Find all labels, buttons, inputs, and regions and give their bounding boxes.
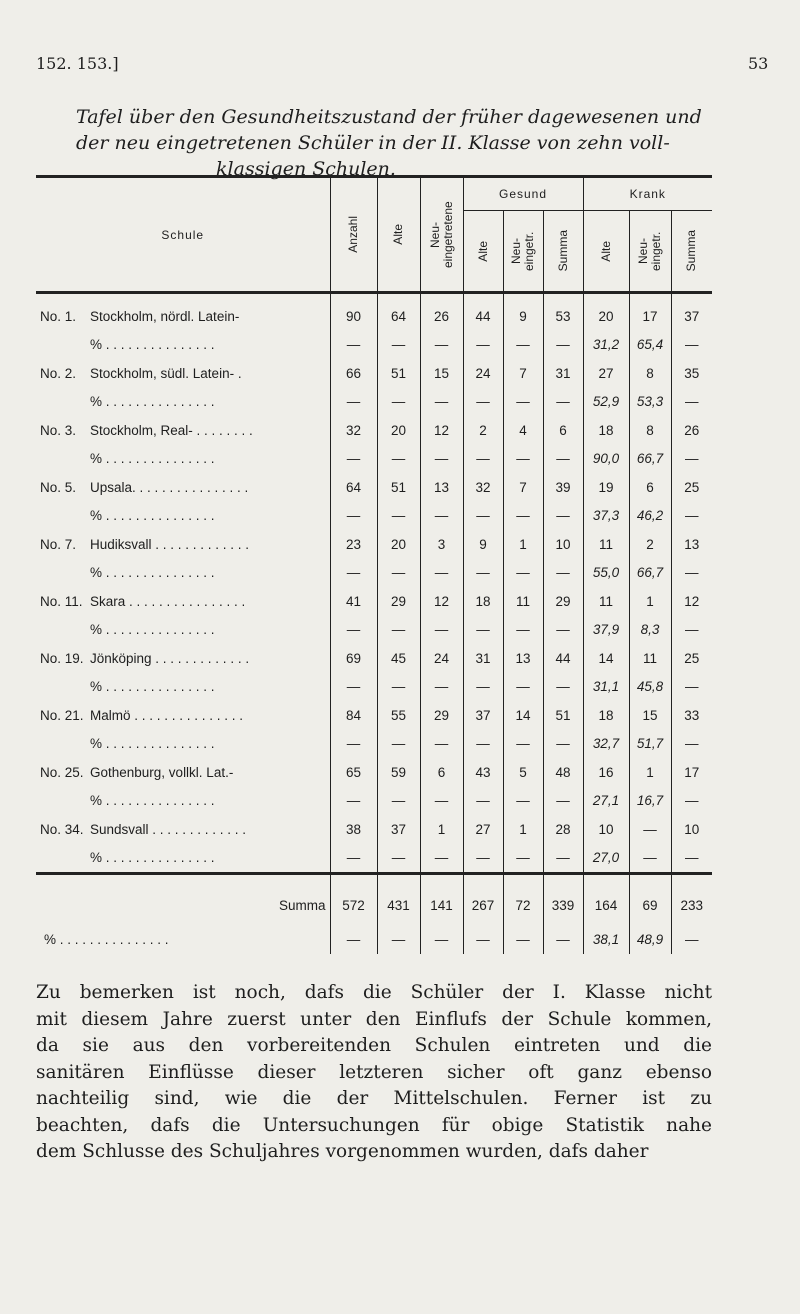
table-row [36,530,712,559]
school-number: No. 25. [40,764,84,780]
text-line: beachten, dafs die Untersuchungen für obige Statistik nahe [36,1114,712,1136]
value-cell: 7 [503,473,543,502]
value-cell: 18 [463,587,503,616]
percent-cell: 27,0 [583,844,629,874]
value-cell: 44 [463,293,503,331]
percent-cell: — [330,445,377,474]
percent-label: % . . . . . . . . . . . . . . . [90,622,215,638]
percent-cell: — [330,616,377,645]
value-cell: 69 [330,644,377,673]
percent-cell: 27,1 [583,787,629,816]
percent-cell: — [671,331,712,360]
summa-percent-cell: 48,9 [629,925,671,954]
percent-cell: — [503,331,543,360]
group-krank-header: Krank [583,177,712,211]
percent-cell: 66,7 [629,559,671,588]
percent-cell: — [671,673,712,702]
value-cell: 18 [583,416,629,445]
percent-cell: — [503,673,543,702]
percent-cell: 65,4 [629,331,671,360]
percent-row [36,844,712,874]
percent-cell: — [543,502,583,531]
value-cell: 17 [629,293,671,331]
value-cell: — [629,815,671,844]
summa-percent-cell: 38,1 [583,925,629,954]
percent-label: % . . . . . . . . . . . . . . . [90,565,215,581]
percent-cell: — [503,844,543,874]
percent-cell: — [543,445,583,474]
value-cell: 28 [543,815,583,844]
school-name: Stockholm, Real- . . . . . . . . [90,422,253,438]
percent-cell: — [463,388,503,417]
percent-cell: — [503,559,543,588]
school-name: Jönköping . . . . . . . . . . . . . [90,650,250,666]
percent-cell: 46,2 [629,502,671,531]
text-line: nachteilig sind, wie die der Mittelschulen. Ferner ist zu [36,1088,712,1109]
percent-cell: 45,8 [629,673,671,702]
value-cell: 23 [330,530,377,559]
summa-percent-cell: — [377,925,420,954]
value-cell: 31 [543,359,583,388]
percent-cell: — [463,331,503,360]
percent-cell: — [543,616,583,645]
percent-cell: — [330,844,377,874]
value-cell: 59 [377,758,420,787]
value-cell: 6 [420,758,463,787]
krank-summa-header: Summa [671,211,712,293]
school-name: Hudiksvall . . . . . . . . . . . . . [90,536,250,552]
summa-percent-cell: — [330,925,377,954]
value-cell: 12 [671,587,712,616]
value-cell: 43 [463,758,503,787]
summa-value-cell: 267 [463,874,503,926]
percent-cell: — [671,787,712,816]
percent-cell: — [377,616,420,645]
gesund-neu-header: Neu-eingetr. [503,211,543,293]
table-body [36,293,712,954]
percent-cell: — [377,388,420,417]
percent-cell: 8,3 [629,616,671,645]
percent-cell: — [377,673,420,702]
percent-cell: 31,2 [583,331,629,360]
school-name-cell [36,530,330,559]
value-cell: 15 [629,701,671,730]
krank-neu-header: Neu-eingetr. [629,211,671,293]
value-cell: 8 [629,416,671,445]
value-cell: 2 [629,530,671,559]
value-cell: 37 [463,701,503,730]
value-cell: 39 [543,473,583,502]
krank-alte-header: Alte [583,211,629,293]
gesund-alte-header: Alte [463,211,503,293]
summa-value-cell: 339 [543,874,583,926]
col-neu-header: Neu-eingetretene [420,177,463,293]
title-line-1: Tafel über den Gesundheitszustand der früher dagewesenen und [76,106,702,128]
school-number: No. 7. [40,536,77,552]
value-cell: 10 [671,815,712,844]
percent-cell: 90,0 [583,445,629,474]
percent-cell: — [503,616,543,645]
school-number: No. 2. [40,365,77,381]
summa-percent-cell: — [543,925,583,954]
percent-cell: — [330,388,377,417]
value-cell: 1 [503,530,543,559]
group-gesund-header: Gesund [463,177,583,211]
value-cell: 18 [583,701,629,730]
text-line: da sie aus den vorbereitenden Schulen eintreten und die [36,1035,712,1056]
percent-row [36,616,712,645]
school-name-cell [36,701,330,730]
value-cell: 20 [377,530,420,559]
percent-cell: — [463,445,503,474]
percent-cell: — [503,445,543,474]
value-cell: 1 [503,815,543,844]
value-cell: 31 [463,644,503,673]
value-cell: 32 [463,473,503,502]
percent-cell: — [377,331,420,360]
percent-row [36,787,712,816]
percent-label: % . . . . . . . . . . . . . . . [90,508,215,524]
school-number: No. 11. [40,593,83,609]
value-cell: 15 [420,359,463,388]
value-cell: 29 [420,701,463,730]
value-cell: 13 [420,473,463,502]
school-name: Malmö . . . . . . . . . . . . . . . [90,707,244,723]
percent-cell: 32,7 [583,730,629,759]
value-cell: 9 [463,530,503,559]
school-name-cell [36,293,330,331]
percent-cell: — [503,388,543,417]
school-name-cell [36,644,330,673]
percent-cell: — [629,844,671,874]
school-name-cell [36,815,330,844]
value-cell: 9 [503,293,543,331]
school-column-header: Schule [36,177,330,293]
percent-cell: — [463,673,503,702]
percent-cell: — [671,502,712,531]
page-range-header: 152. 153.] [36,54,119,73]
percent-cell: 53,3 [629,388,671,417]
summa-percent-cell: — [420,925,463,954]
percent-cell: — [671,445,712,474]
summa-value-cell: 233 [671,874,712,926]
table-row [36,473,712,502]
school-name-cell [36,473,330,502]
value-cell: 13 [671,530,712,559]
summa-value-cell: 72 [503,874,543,926]
value-cell: 41 [330,587,377,616]
col-anzahl-header: Anzahl [330,177,377,293]
percent-cell: 16,7 [629,787,671,816]
summa-percent-cell: — [671,925,712,954]
percent-label: % . . . . . . . . . . . . . . . [90,793,215,809]
percent-cell: — [330,331,377,360]
value-cell: 11 [629,644,671,673]
value-cell: 24 [420,644,463,673]
percent-row [36,559,712,588]
value-cell: 66 [330,359,377,388]
percent-label: % . . . . . . . . . . . . . . . [90,679,215,695]
percent-cell: — [330,787,377,816]
health-table [36,175,712,954]
school-name-cell [36,359,330,388]
value-cell: 37 [377,815,420,844]
value-cell: 38 [330,815,377,844]
value-cell: 1 [629,758,671,787]
school-name-cell [36,587,330,616]
school-name: Upsala. . . . . . . . . . . . . . . . [90,479,249,495]
table-row [36,644,712,673]
value-cell: 20 [583,293,629,331]
value-cell: 48 [543,758,583,787]
school-name: Skara . . . . . . . . . . . . . . . . [90,593,246,609]
value-cell: 35 [671,359,712,388]
value-cell: 4 [503,416,543,445]
percent-row [36,730,712,759]
value-cell: 7 [503,359,543,388]
percent-row [36,502,712,531]
value-cell: 11 [503,587,543,616]
value-cell: 32 [330,416,377,445]
value-cell: 53 [543,293,583,331]
percent-cell: — [377,730,420,759]
school-number: No. 3. [40,422,77,438]
value-cell: 45 [377,644,420,673]
summa-percent-row [36,925,712,954]
percent-cell: — [463,730,503,759]
percent-cell: — [503,787,543,816]
percent-cell: — [377,844,420,874]
value-cell: 11 [583,587,629,616]
percent-row [36,331,712,360]
percent-cell: — [671,388,712,417]
percent-row [36,388,712,417]
value-cell: 26 [420,293,463,331]
percent-cell: 37,3 [583,502,629,531]
percent-cell: — [463,502,503,531]
value-cell: 6 [629,473,671,502]
value-cell: 13 [503,644,543,673]
school-name: Sundsvall . . . . . . . . . . . . . [90,821,247,837]
value-cell: 26 [671,416,712,445]
summa-value-cell: 141 [420,874,463,926]
school-number: No. 1. [40,308,77,324]
summa-label: Summa [36,874,330,926]
percent-label: % . . . . . . . . . . . . . . . [44,931,169,947]
value-cell: 44 [543,644,583,673]
value-cell: 10 [583,815,629,844]
page-number: 53 [748,54,769,73]
percent-cell: 51,7 [629,730,671,759]
value-cell: 12 [420,587,463,616]
school-name: Stockholm, nördl. Latein- [90,308,240,324]
percent-cell: — [463,844,503,874]
percent-cell: — [463,559,503,588]
percent-cell: — [420,502,463,531]
value-cell: 8 [629,359,671,388]
value-cell: 51 [377,359,420,388]
text-line: dem Schlusse des Schuljahres vorgenommen wurden, dafs daher [36,1141,649,1162]
summa-percent-cell: — [463,925,503,954]
value-cell: 16 [583,758,629,787]
body-paragraph [36,980,712,1166]
value-cell: 51 [543,701,583,730]
percent-label: % . . . . . . . . . . . . . . . [90,850,215,866]
percent-cell: — [503,730,543,759]
percent-cell: — [420,730,463,759]
value-cell: 25 [671,473,712,502]
table-row [36,701,712,730]
summa-value-cell: 431 [377,874,420,926]
value-cell: 17 [671,758,712,787]
percent-cell: — [503,502,543,531]
summa-value-cell: 572 [330,874,377,926]
summa-percent-cell: — [503,925,543,954]
col-alte-header: Alte [377,177,420,293]
percent-cell: — [377,502,420,531]
table-row [36,587,712,616]
percent-cell: — [671,559,712,588]
value-cell: 65 [330,758,377,787]
value-cell: 25 [671,644,712,673]
percent-label: % . . . . . . . . . . . . . . . [90,736,215,752]
value-cell: 24 [463,359,503,388]
percent-cell: — [420,673,463,702]
title-line-3: klassigen Schulen. [216,158,396,180]
text-line: Zu bemerken ist noch, dafs die Schüler der I. Klasse nicht [36,982,712,1003]
percent-cell: — [543,844,583,874]
school-name-cell [36,416,330,445]
percent-cell: — [330,559,377,588]
summa-value-cell: 164 [583,874,629,926]
percent-cell: — [420,787,463,816]
percent-cell: — [420,559,463,588]
percent-label: % . . . . . . . . . . . . . . . [90,394,215,410]
summa-row [36,874,712,926]
percent-cell: — [420,616,463,645]
percent-cell: 37,9 [583,616,629,645]
value-cell: 1 [420,815,463,844]
summa-value-cell: 69 [629,874,671,926]
percent-cell: — [671,730,712,759]
value-cell: 55 [377,701,420,730]
percent-cell: 66,7 [629,445,671,474]
percent-cell: — [543,559,583,588]
value-cell: 51 [377,473,420,502]
percent-cell: — [377,559,420,588]
value-cell: 2 [463,416,503,445]
school-name: Stockholm, südl. Latein- . [90,365,242,381]
percent-cell: — [543,673,583,702]
percent-cell: — [377,787,420,816]
percent-label: % . . . . . . . . . . . . . . . [90,337,215,353]
school-number: No. 5. [40,479,77,495]
percent-cell: — [330,730,377,759]
value-cell: 19 [583,473,629,502]
value-cell: 12 [420,416,463,445]
percent-cell: — [543,730,583,759]
percent-cell: — [420,844,463,874]
value-cell: 64 [377,293,420,331]
table-row [36,758,712,787]
percent-cell: 55,0 [583,559,629,588]
percent-cell: — [420,445,463,474]
table-row [36,416,712,445]
percent-cell: — [543,787,583,816]
value-cell: 20 [377,416,420,445]
value-cell: 84 [330,701,377,730]
value-cell: 5 [503,758,543,787]
table-row [36,815,712,844]
text-line: mit diesem Jahre zuerst unter den Einflufs der Schule kommen, [36,1008,712,1030]
school-number: No. 21. [40,707,84,723]
value-cell: 1 [629,587,671,616]
value-cell: 6 [543,416,583,445]
value-cell: 29 [543,587,583,616]
value-cell: 29 [377,587,420,616]
value-cell: 33 [671,701,712,730]
percent-cell: 52,9 [583,388,629,417]
school-name: Gothenburg, vollkl. Lat.- [90,764,234,780]
table-row [36,293,712,331]
gesund-summa-header: Summa [543,211,583,293]
table-title [76,104,736,182]
value-cell: 14 [503,701,543,730]
table-row [36,359,712,388]
percent-label: % . . . . . . . . . . . . . . . [90,451,215,467]
value-cell: 10 [543,530,583,559]
percent-cell: — [543,331,583,360]
value-cell: 64 [330,473,377,502]
percent-cell: — [420,331,463,360]
percent-cell: — [330,502,377,531]
school-number: No. 34. [40,821,84,837]
percent-cell: 31,1 [583,673,629,702]
value-cell: 14 [583,644,629,673]
percent-row [36,673,712,702]
percent-cell: — [543,388,583,417]
percent-cell: — [671,844,712,874]
value-cell: 90 [330,293,377,331]
school-number: No. 19. [40,650,84,666]
value-cell: 11 [583,530,629,559]
percent-cell: — [377,445,420,474]
value-cell: 37 [671,293,712,331]
percent-cell: — [463,787,503,816]
text-line: sanitären Einflüsse dieser letzteren sicher oft ganz ebenso [36,1061,712,1083]
title-line-2: der neu eingetretenen Schüler in der II. Klasse von zehn voll- [76,132,670,154]
percent-cell: — [330,673,377,702]
percent-cell: — [420,388,463,417]
value-cell: 27 [463,815,503,844]
percent-cell: — [463,616,503,645]
value-cell: 3 [420,530,463,559]
value-cell: 27 [583,359,629,388]
school-name-cell [36,758,330,787]
percent-cell: — [671,616,712,645]
percent-row [36,445,712,474]
